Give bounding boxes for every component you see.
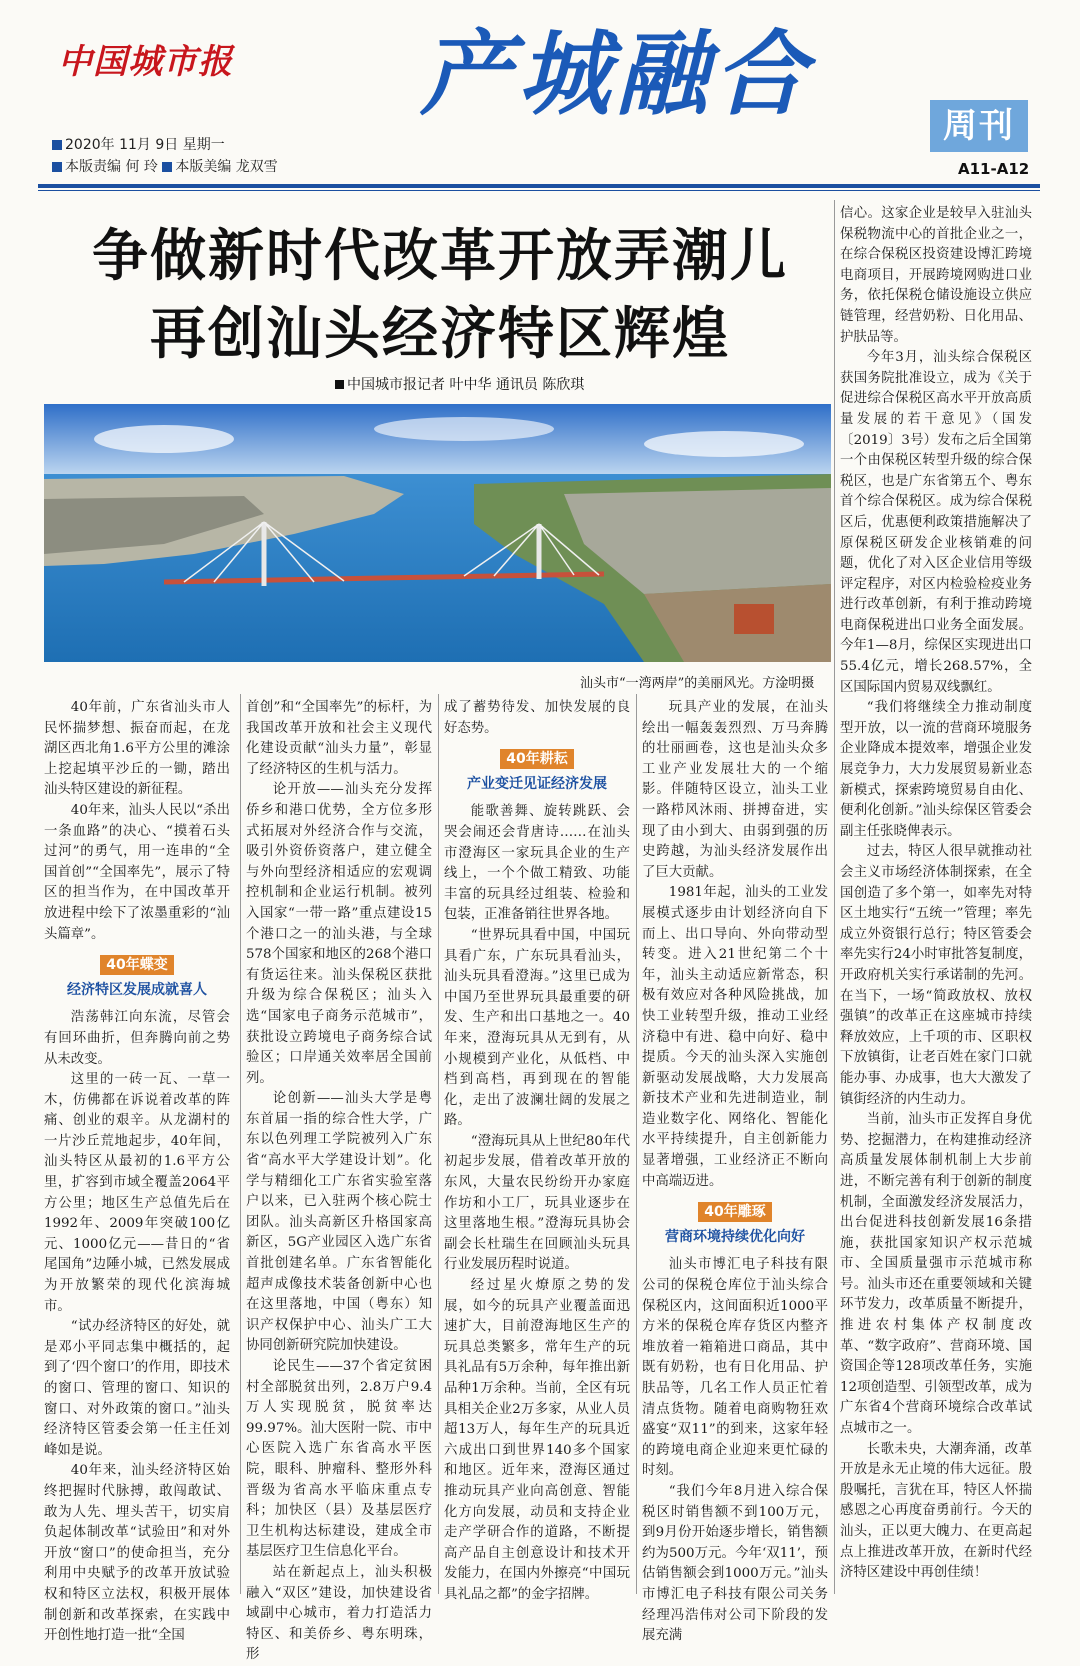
masthead-rule-thin xyxy=(38,190,1040,191)
section-tag: 40年蝶变 xyxy=(100,955,173,975)
paragraph: 今年3月，汕头综合保税区获国务院批准设立，成为《关于促进综合保税区高水平开放高质量发展的若干意见》（国发〔2019〕3号）发布之后全国第一个由保税区转型升级的综合保税区，也是广东省第五个、粤东首个综合保税区。成为综合保税区后，优惠便利政策措施解决了原保税区研发企业核销难的问题，优化了对入区企业信用等级评定程序，对区内检验检疫业务进行改革创新，有利于推动跨境电商保税进出口业务全面发展。今年1—8月，综保区实现进出口55.4亿元，增长268.57%，全区国际国内贸易双线飘红。 xyxy=(840,350,1032,695)
section-heading-3 xyxy=(642,1202,828,1247)
section-tag: 40年雕琢 xyxy=(698,1202,771,1222)
paragraph: 长歌未央，大潮奔涌，改革开放是永无止境的伟大远征。殷殷嘱托，言犹在耳，特区人怀揣感恩之心再度奋勇前行。今天的汕头，正以更大魄力、在更高起点上推进改革开放，在新时代经济特区建设中再创佳绩！ xyxy=(840,1441,1032,1581)
paragraph: 40年来，汕头经济特区始终把握时代脉搏，敢闯敢试、敢为人先、埋头苦干，切实肩负起体制改革“试验田”和对外开放“窗口”的使命担当，充分利用中央赋予的改革开放试验权和特区立法权，积极开展体制创新和改革探索，在实践中开创性地打造一批“全国 xyxy=(44,1463,230,1644)
column-divider xyxy=(834,200,835,1594)
section-subtitle: 产业变迁见证经济发展 xyxy=(467,775,607,792)
byline: 中国城市报记者 叶中华 通讯员 陈欣琪 xyxy=(335,374,584,394)
paragraph: “澄海玩具从上世纪80年代初起步发展，借着改革开放的东风，大量农民纷纷开办家庭作坊和小工厂，玩具业逐步在这里落地生根。”澄海玩具协会副会长杜瑞生在回顾汕头玩具行业发展历程时说道。 xyxy=(444,1133,630,1273)
paragraph: 玩具产业的发展，在汕头绘出一幅轰轰烈烈、万马奔腾的壮丽画卷，这也是汕头众多工业产业发展壮大的一个缩影。伴随特区设立，汕头工业一路栉风沐雨、拼搏奋进，实现了由小到大、由弱到强的历史跨越，为汕头经济发展作出了巨大贡献。 xyxy=(642,700,828,880)
paragraph: 浩荡韩江向东流，尽管会有回环曲折，但奔腾向前之势从未改变。 xyxy=(44,1010,230,1067)
bay-photo xyxy=(44,404,831,662)
paragraph: 成了蓄势待发、加快发展的良好态势。 xyxy=(444,700,630,736)
column-2 xyxy=(246,698,432,1663)
column-3 xyxy=(444,698,630,1602)
paragraph: 1981年起，汕头的工业发展模式逐步由计划经济向自下而上、出口导向、外向带动型转变。进入21世纪第二个十年，汕头主动适应新常态，积极有效应对各种风险挑战，加快工业转型升级，推动工业经济稳中有进、稳中向好、稳中提质。今天的汕头深入实施创新驱动发展战略，大力发展高新技术产业和先进制造业，制造业数字化、网络化、智能化水平持续提升，自主创新能力显著增强，工业经济正不断向中高端迈进。 xyxy=(642,885,828,1189)
photo-caption: 汕头市“一湾两岸”的美丽风光。方淦明摄 xyxy=(580,676,815,691)
paragraph: 40年来，汕头人民以“杀出一条血路”的决心、“摸着石头过河”的勇气，用一连串的“全国首创”“全国率先”，展示了特区的担当作为，在中国改革开放进程中绘下了浓墨重彩的“汕头篇章”。 xyxy=(44,802,230,942)
section-heading-1 xyxy=(44,955,230,1000)
column-divider xyxy=(438,694,439,1594)
section-tag: 40年耕耘 xyxy=(500,749,573,769)
section-heading-2 xyxy=(444,749,630,794)
paragraph: “我们将继续全力推动制度型开放，以一流的营商环境服务企业降成本提效率，增强企业发展竞争力，大力发展贸易新业态新模式，探索跨境贸易自由化、便利化创新。”汕头综保区管委会副主任张晓俾表示。 xyxy=(840,700,1032,839)
paragraph: 经过星火燎原之势的发展，如今的玩具产业覆盖面迅速扩大，目前澄海地区生产的玩具总类繁多，常年生产的玩具礼品有5万余种，每年推出新品种1万余种。当前，全区有玩具相关企业2万多家，从业人员超13万人，每年生产的玩具近六成出口到世界140多个国家和地区。近年来，澄海区通过推动玩具产业向高创意、智能化方向发展，动员和支持企业走产学研合作的道路，不断提高产品自主创意设计和技术开发能力，在国内外擦亮“中国玩具礼品之都”的金字招牌。 xyxy=(444,1278,630,1602)
paragraph: 站在新起点上，汕头积极融入“双区”建设，加快建设省域副中心城市，着力打造活力特区、和美侨乡、粤东明珠，形 xyxy=(246,1564,432,1663)
paragraph: 40年前，广东省汕头市人民怀揣梦想、振奋而起，在龙湖区西北角1.6平方公里的滩涂上挖起填平沙丘的一锄，踏出汕头特区建设的新征程。 xyxy=(44,700,230,798)
column-divider xyxy=(240,694,241,1594)
editor-line: 本版责编 何 玲 本版美编 龙双雪 xyxy=(52,156,278,176)
paragraph: 论创新——汕头大学是粤东首届一指的综合性大学，广东以色列理工学院被列入广东省“高水平大学建设计划”。化学与精细化工广东省实验室落户以来，已入驻两个核心院士团队。汕头高新区升格国家高新区，5G产业园区入选广东省首批创建名单。广东省智能化超声成像技术装备创新中心也在这里落地，中国（粤东）知识产权保护中心、汕头广工大协同创新研究院加快建设。 xyxy=(246,1091,432,1354)
section-subtitle: 经济特区发展成就喜人 xyxy=(67,981,207,998)
bay-photo-illustration xyxy=(44,404,831,662)
page-range: A11-A12 xyxy=(958,160,1030,178)
date-line: 2020年 11月 9日 星期一 xyxy=(52,134,225,154)
paragraph: 首创”和“全国率先”的标杆，为我国改革开放和社会主义现代化建设贡献“汕头力量”，彰显了经济特区的生机与活力。 xyxy=(246,700,432,777)
paragraph: “世界玩具看中国，中国玩具看广东，广东玩具看汕头，汕头玩具看澄海。”这里已成为中国乃至世界玩具最重要的研发、生产和出口基地之一。40年来，澄海玩具从无到有，从小规模到产业化，从低档、中档到高档，再到现在的智能化，走出了波澜壮阔的发展之路。 xyxy=(444,927,630,1129)
masthead-rule xyxy=(38,184,1040,188)
section-title: 产城融合 xyxy=(420,20,813,128)
paragraph: 论开放——汕头充分发挥侨乡和港口优势，全方位多形式拓展对外经济合作与交流，吸引外资侨资落户，建立健全与外向型经济相适应的宏观调控机制和企业运行机制。被列入国家“一带一路”重点建设15个港口之一的汕头港，与全球578个国家和地区的268个港口有货运往来。汕头保税区获批升级为综合保税区；汕头入选“国家电子商务示范城市”，获批设立跨境电子商务综合试验区；口岸通关效率居全国前列。 xyxy=(246,782,432,1086)
paragraph: 汕头市博汇电子科技有限公司的保税仓库位于汕头综合保税区内，这间面积近1000平方米的保税仓库存货区内整齐堆放着一箱箱进口商品，其中既有奶粉，也有日化用品、护肤品等，几名工作人员正忙着清点货物。随着电商购物狂欢盛宴“双11”的到来，这家年轻的跨境电商企业迎来更忙碌的时刻。 xyxy=(642,1257,828,1479)
paper-logo: 中国城市报 xyxy=(58,42,233,82)
column-divider xyxy=(636,694,637,1594)
paragraph: “我们今年8月进入综合保税区时销售额不到100万元，到9月份开始逐步增长，销售额约为500万元。今年‘双11’，预估销售额会到1000万元。”汕头市博汇电子科技有限公司关务经理冯浩伟对公司下阶段的发展充满 xyxy=(642,1483,828,1644)
weekly-badge: 周刊 xyxy=(930,100,1028,152)
paragraph: 信心。这家企业是较早入驻汕头保税物流中心的首批企业之一，在综合保税区投资建设博汇跨境电商项目，开展跨境网购进口业务，依托保税仓储设施设立供应链管理，经营奶粉、日化用品、护肤品等。 xyxy=(840,206,1032,345)
headline-line2: 再创汕头经济特区辉煌 xyxy=(150,302,730,367)
paragraph: “试办经济特区的好处，就是邓小平同志集中概括的，起到了‘四个窗口’的作用，即技术的窗口、管理的窗口、知识的窗口、对外政策的窗口。”汕头经济特区管委会第一任主任刘峰如是说。 xyxy=(44,1319,230,1458)
headline-line1: 争做新时代改革开放弄潮儿 xyxy=(92,224,788,289)
paragraph: 能歌善舞、旋转跳跃、会哭会闹还会背唐诗……在汕头市澄海区一家玩具企业的生产线上，一个个做工精致、功能丰富的玩具经过组装、检验和包装，正准备销往世界各地。 xyxy=(444,804,630,923)
paragraph: 过去，特区人很早就推动社会主义市场经济体制探索，在全国创造了多个第一，如率先对特区土地实行“五统一”管理；率先成立外资银行总行；特区管委会率先实行24小时审批答复制度，开政府机关实行承诺制的先河。在当下，一场“简政放权、放权强镇”的改革正在这座城市持续释放效应，上千项的市、区职权下放镇街，让老百姓在家门口就能办事、办成事，也大大激发了镇街经济的内生动力。 xyxy=(840,844,1032,1107)
paragraph: 当前，汕头市正发挥自身优势、挖掘潜力，在构建推动经济高质量发展体制机制上大步前进，不断完善有利于创新的制度机制，全面激发经济发展活力，出台促进科技创新发展16条措施，获批国家知识产权示范城市、全国质量强市示范城市称号。汕头市还在重要领域和关键环节发力，改革质量不断提升，推进农村集体产权制度改革、“数字政府”、营商环境、国资国企等128项改革任务，实施12项创造型、引领型改革，成为广东省4个营商环境综合改革试点城市之一。 xyxy=(840,1112,1032,1437)
paragraph: 论民生——37个省定贫困村全部脱贫出列，2.8万户9.4万人实现脱贫，脱贫率达99.97%。汕大医附一院、市中心医院入选广东省高水平医院，眼科、肿瘤科、整形外科晋级为省高水平临床重点专科；加快区（县）及基层医疗卫生机构达标建设，建成全市基层医疗卫生信息化平台。 xyxy=(246,1359,432,1560)
section-subtitle: 营商环境持续优化向好 xyxy=(665,1228,805,1245)
paragraph: 这里的一砖一瓦、一草一木，仿佛都在诉说着改革的阵痛、创业的艰辛。从龙湖村的一片沙丘荒地起步，40年间，汕头特区从最初的1.6平方公里，扩容到市域全覆盖2064平方公里；地区生产总值先后在1992年、2009年突破100亿元、1000亿元——昔日的“省尾国角”边陲小城，已然发展成为开放繁荣的现代化滨海城市。 xyxy=(44,1072,230,1314)
column-1 xyxy=(44,698,230,1644)
column-5 xyxy=(840,204,1032,1598)
column-4 xyxy=(642,698,828,1644)
